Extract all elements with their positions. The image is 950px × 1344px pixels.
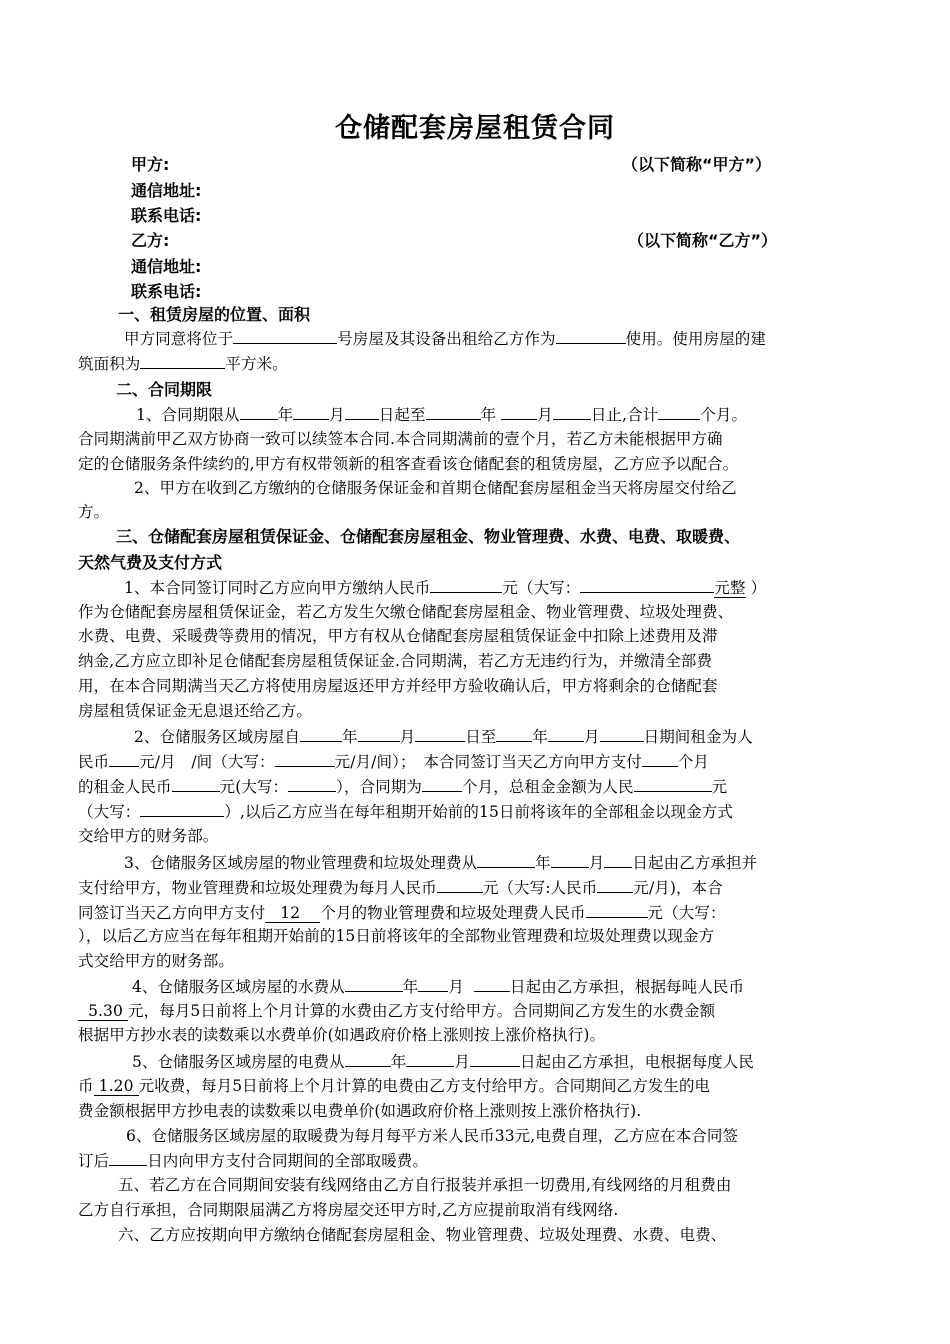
party-a-label: 甲方: [131, 155, 170, 174]
section-3-4-line-3: 根据甲方抄水表的读数乘以水费单价(如遇政府价格上涨则按上涨价格执行)。 [78, 1026, 606, 1044]
section-3-6-line-1: 6、仓储服务区域房屋的取暖费为每月每平方米人民币33元,电费自理，乙方应在本合同签 [126, 1127, 739, 1145]
section-3-2-line-4 [78, 799, 733, 822]
section-1-line-1 [124, 326, 766, 349]
blank-rent-end-day[interactable] [600, 724, 644, 742]
section-3-1-line-2: 作为仓储配套房屋租赁保证金，若乙方发生欠缴仓储配套房屋租金、物业管理费、垃圾处理费、 [78, 603, 734, 621]
section-3-2-line-1 [134, 724, 753, 747]
text: 年 [402, 978, 419, 996]
power-price [94, 1077, 139, 1096]
text: 1、本合同签订同时乙方应向甲方缴纳人民币 [124, 579, 431, 597]
prepaid-fee-months-value: 12 [280, 904, 301, 922]
blank-rent-start-month[interactable] [358, 724, 400, 742]
text: ） [750, 579, 767, 597]
text: 日止,合计 [590, 406, 659, 424]
text: 月 [537, 406, 553, 424]
blank-water-start-month[interactable] [418, 974, 448, 992]
party-b-alias: （以下简称“乙方”） [628, 231, 778, 250]
text: 月 [454, 1053, 470, 1071]
text: 元/月 /间（大写： [139, 753, 275, 771]
section-3-5-line-1 [132, 1049, 754, 1072]
text: 个月的物业管理费和垃圾处理费人民币 [320, 904, 586, 922]
section-6-line-1: 六、乙方应按期向甲方缴纳仓储配套房屋租金、物业管理费、垃圾处理费、水费、电费、 [118, 1226, 727, 1244]
blank-fee-start-month[interactable] [551, 850, 589, 868]
section-2-heading: 二、合同期限 [116, 380, 213, 399]
section-3-heading-1: 三、仓储配套房屋租赁保证金、仓储配套房屋租金、物业管理费、水费、电费、取暖费、 [116, 527, 741, 546]
section-3-6-line-2 [78, 1148, 428, 1171]
blank-monthly-rent-words[interactable] [275, 749, 335, 767]
section-3-3-line-2 [78, 875, 723, 898]
text: 甲方同意将位于 [124, 330, 234, 348]
section-3-1-line-1 [124, 575, 766, 598]
text: 支付给甲方，物业管理费和垃圾处理费为每月人民币 [78, 879, 437, 897]
blank-end-day[interactable] [553, 402, 591, 420]
blank-rent-end-year[interactable] [496, 724, 532, 742]
blank-fee-start-year[interactable] [477, 850, 535, 868]
section-3-3-line-5: 式交给甲方的财务部。 [78, 952, 235, 970]
text: 5、仓储服务区域房屋的电费从 [132, 1053, 345, 1071]
text: 个月。 [700, 406, 748, 424]
text: 年 [341, 728, 358, 746]
blank-total-rent-words[interactable] [140, 799, 224, 817]
section-3-3-line-1 [124, 850, 757, 873]
text: 元（大写： [647, 904, 726, 922]
section-3-4-line-1 [132, 974, 744, 997]
section-3-2-line-5: 交给甲方的财务部。 [78, 827, 219, 845]
party-b-phone-label: 联系电话: [131, 282, 202, 301]
blank-prepaid-months[interactable] [642, 749, 678, 767]
blank-power-start-year[interactable] [345, 1049, 391, 1067]
text: 号房屋及其设备出租给乙方作为 [337, 330, 556, 348]
blank-power-start-month[interactable] [406, 1049, 454, 1067]
text: 1、合同期限从 [136, 406, 240, 424]
blank-prepaid-fee[interactable] [586, 900, 648, 918]
blank-water-start-year[interactable] [345, 974, 403, 992]
blank-total-months[interactable] [658, 402, 700, 420]
section-1-line-2 [78, 351, 288, 374]
document-title: 仓储配套房屋租赁合同 [335, 113, 615, 144]
text: 元(大写： [219, 778, 289, 796]
text: 年 [480, 406, 497, 424]
party-b-address-label: 通信地址: [131, 257, 202, 276]
section-2-line-1 [136, 402, 747, 425]
text: 4、仓储服务区域房屋的水费从 [132, 978, 345, 996]
text: 年 [390, 1053, 407, 1071]
section-5-line-2: 乙方自行承担，合同期限届满乙方将房屋交还甲方时,乙方应提前取消有线网络. [78, 1201, 619, 1219]
text: 2、仓储服务区域房屋自 [134, 728, 300, 746]
blank-heating-days[interactable] [109, 1148, 147, 1166]
section-3-1-line-5: 用，在本合同期满当天乙方将使用房屋返还甲方并经甲方验收确认后，甲方将剩余的仓储配套 [78, 677, 718, 695]
section-2-line-2: 合同期满前甲乙双方协商一致可以续签本合同.本合同期满前的壹个月，若乙方未能根据甲方确 [78, 430, 723, 448]
section-3-3-line-3 [78, 900, 726, 923]
section-3-3-line-4: ），以后乙方应当在每年租期开始前的15日前将该年的全部物业管理费和垃圾处理费以现金方 [78, 927, 715, 945]
text: 日起由乙方承担并 [632, 854, 758, 872]
text: ）,以后乙方应当在每年租期开始前的15日前将该年的全部租金以现金方式 [224, 803, 733, 821]
text: 月 [588, 854, 605, 872]
blank-prepaid-rent-words[interactable] [288, 774, 336, 792]
section-3-1-line-6: 房屋租赁保证金无息退还给乙方。 [78, 702, 313, 720]
section-3-2-line-3 [78, 774, 727, 797]
blank-usage[interactable] [556, 326, 626, 344]
text: 元（大写:人民币 [482, 879, 598, 897]
text: 元/月)，本合 [633, 879, 723, 897]
section-3-5-line-3: 费金额根据甲方抄电表的读数乘以电费单价(如遇政府价格上涨则按上涨价格执行). [78, 1102, 642, 1120]
blank-start-day[interactable] [345, 402, 379, 420]
blank-end-year[interactable] [426, 402, 481, 420]
section-3-1-line-3: 水费、电费、采暖费等费用的情况，甲方有权从仓储配套房屋租赁保证金中扣除上述费用及滞 [78, 627, 718, 645]
text: 日期间租金为人 [643, 728, 753, 746]
text: 元收费，每月5日前将上个月计算的电费由乙方支付给甲方。合同期间乙方发生的电 [138, 1077, 711, 1095]
blank-total-rent[interactable] [634, 774, 712, 792]
text: 年 [277, 406, 294, 424]
blank-prepaid-rent[interactable] [172, 774, 220, 792]
section-2-line-4: 2、甲方在收到乙方缴纳的仓储服务保证金和首期仓储配套房屋租金当天将房屋交付给乙 [134, 479, 737, 497]
blank-water-start-day[interactable] [474, 974, 510, 992]
text: 月 [448, 978, 464, 996]
section-3-4-line-2 [78, 999, 715, 1021]
section-3-heading-2: 天然气费及支付方式 [78, 553, 223, 572]
blank-monthly-fee-words[interactable] [597, 875, 633, 893]
blank-room-number[interactable] [233, 326, 337, 344]
text: 年 [535, 854, 551, 872]
party-b-label: 乙方: [131, 231, 170, 250]
text: 民币 [78, 753, 110, 771]
text: 月 [329, 406, 345, 424]
party-a-address-label: 通信地址: [131, 181, 202, 200]
blank-start-year[interactable] [240, 402, 278, 420]
text: 日至 [465, 728, 497, 746]
section-1-heading: 一、租赁房屋的位置、面积 [118, 305, 311, 324]
prepaid-fee-months [265, 904, 320, 923]
text: ），合同期为 [336, 778, 423, 796]
text: 的租金人民币 [78, 778, 172, 796]
blank-rent-end-month[interactable] [548, 724, 584, 742]
blank-start-month[interactable] [293, 402, 329, 420]
section-5-line-1: 五、若乙方在合同期间安装有线网络由乙方自行报装并承担一切费用,有线网络的月租费由 [118, 1176, 732, 1194]
text: 使用。使用房屋的建 [625, 330, 767, 348]
blank-deposit-words[interactable] [580, 575, 714, 593]
blank-end-month[interactable] [501, 402, 537, 420]
text: 平方米。 [225, 355, 288, 373]
text: 个月，总租金金额为人民 [462, 778, 634, 796]
party-a-alias: （以下简称“甲方”） [622, 155, 772, 174]
text: 订后 [78, 1152, 110, 1170]
water-price-value: 5.30 [88, 1002, 123, 1020]
text: 日起由乙方承担，电根据每度人民 [519, 1053, 754, 1071]
blank-monthly-rent[interactable] [109, 749, 139, 767]
blank-fee-start-day[interactable] [604, 850, 632, 868]
water-price [78, 1002, 128, 1021]
power-price-value: 1.20 [98, 1077, 134, 1095]
blank-deposit-amount[interactable] [430, 575, 502, 593]
text: 日起由乙方承担，根据每吨人民币 [510, 978, 745, 996]
text: 元 [711, 778, 728, 796]
text: 日起至 [378, 406, 426, 424]
section-2-line-5: 方。 [78, 503, 110, 521]
section-3-1-line-4: 纳金,乙方应立即补足仓储配套房屋租赁保证金.合同期满，若乙方无违约行为，并缴清全部费 [78, 652, 713, 670]
blank-power-start-day[interactable] [470, 1049, 520, 1067]
text: 元，每月5日前将上个月计算的水费由乙方支付给甲方。合同期间乙方发生的水费金额 [128, 1002, 716, 1020]
text: 元/月/间）； 本合同签订当天乙方向甲方支付 [334, 753, 642, 771]
party-a-phone-label: 联系电话: [131, 206, 202, 225]
text: 元整 [714, 579, 746, 597]
blank-contract-months[interactable] [422, 774, 462, 792]
text: 日内向甲方支付合同期间的全部取暖费。 [147, 1152, 429, 1170]
blank-rent-start-day[interactable] [415, 724, 465, 742]
text: （大写： [78, 803, 141, 821]
blank-monthly-fee[interactable] [437, 875, 483, 893]
blank-area[interactable] [140, 351, 225, 369]
blank-rent-start-year[interactable] [300, 724, 342, 742]
text: 元（大写： [502, 579, 581, 597]
section-2-line-3: 定的仓储服务条件续约的,甲方有权带领新的租客查看该仓储配套的租赁房屋，乙方应予以配合。 [78, 455, 739, 473]
section-3-2-line-2 [78, 749, 709, 772]
text: 年 [532, 728, 548, 746]
text: 同签订当天乙方向甲方支付 [78, 904, 266, 922]
text: 币 [78, 1077, 94, 1095]
text: 月 [584, 728, 600, 746]
text: 个月 [677, 753, 710, 771]
text: 3、仓储服务区域房屋的物业管理费和垃圾处理费从 [124, 854, 478, 872]
section-3-5-line-2 [78, 1074, 710, 1096]
text: 筑面积为 [78, 355, 141, 373]
text: 月 [399, 728, 416, 746]
